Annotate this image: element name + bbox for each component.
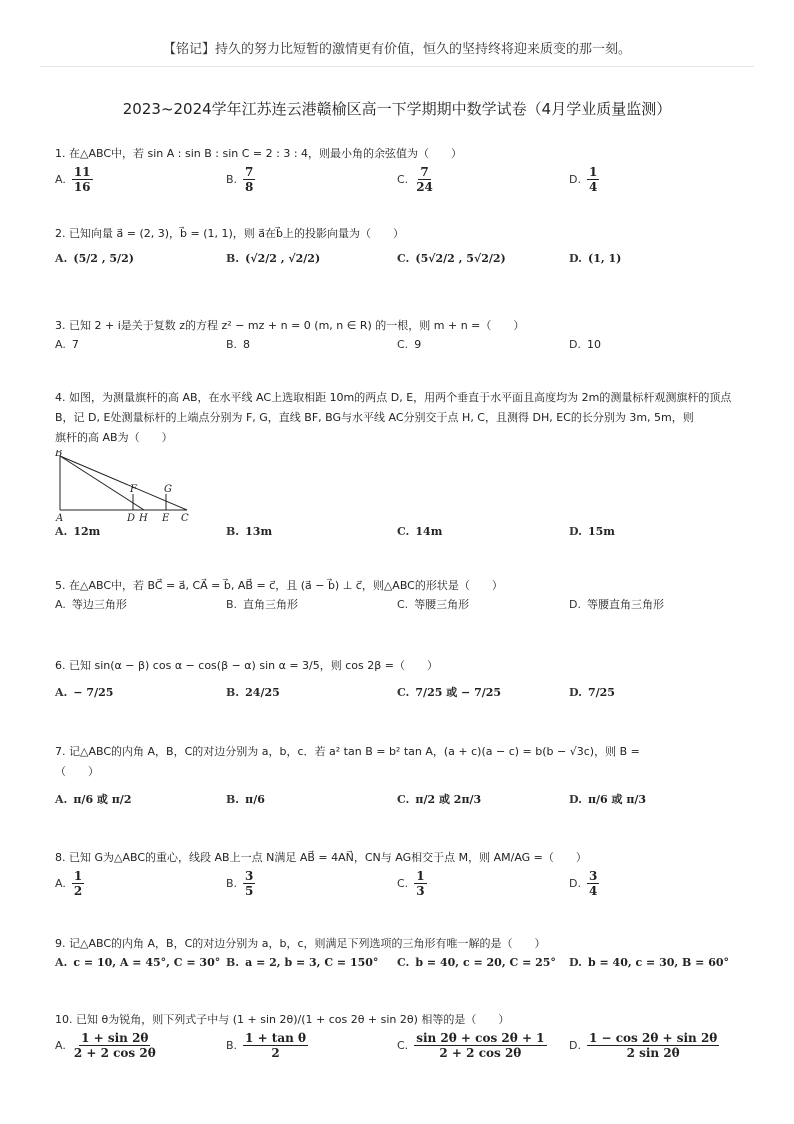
option-d[interactable]: D. (1, 1) [569,252,622,265]
question-9 [55,936,745,973]
option-d[interactable]: D. $\frac{3}{4}$ [569,869,598,898]
label-b: B [55,450,63,459]
question-2 [55,226,745,275]
label-g: G [164,484,172,495]
label-f: F [130,484,137,495]
option-b[interactable]: B. 8 [226,338,251,351]
options-row [55,869,745,899]
option-d[interactable]: D. 7/25 [569,686,615,699]
question-6 [55,658,745,707]
option-a[interactable]: A. c = 10, A = 45°, C = 30° [55,956,221,969]
options-row [55,1031,745,1061]
label-d: D [127,513,136,524]
question-stem: 5. 在△ABC中，若 BC⃗ = a⃗, CA⃗ = b⃗, AB⃗ = c⃗，且 (a⃗ − b⃗) ⊥ c⃗，则△ABC的形状是（ ） [55,579,503,592]
question-3 [55,318,745,355]
option-b[interactable]: B. a = 2, b = 3, C = 150° [226,956,379,969]
header-motto: 【铭记】持久的努力比短暂的激情更有价值，恒久的坚持终将迎来质变的那一刻。 [162,42,631,57]
header-divider [40,66,754,67]
option-a[interactable]: A. 12m [55,525,101,538]
label-a: A [56,513,64,524]
line-bh [60,456,144,510]
question-stem: 6. 已知 sin(α − β) cos α − cos(β − α) sin α = 3/5，则 cos 2β =（ ） [55,659,438,672]
options-row [55,165,745,195]
question-10 [55,1012,745,1061]
option-a[interactable]: A. (5/2 , 5/2) [55,252,134,265]
option-b[interactable]: B. 13m [226,525,273,538]
option-c[interactable]: C. π/2 或 2π/3 [397,793,482,806]
option-a[interactable]: A. − 7/25 [55,686,114,699]
option-b[interactable]: B. 直角三角形 [226,598,299,611]
question-stem: 4. 如图，为测量旗杆的高 AB，在水平线 AC上选取相距 10m的两点 D, E，用两个垂直于水平面且高度均为 2m的测量标杆观测旗杆的顶点 B，记 D, E处测量标杆的上端点分别为 F, G，直线 BF, BG与水平线 AC分别交于点 H, C，且测得 DH, EC的长分别为 3m, 5m，则 旗杆的高 AB为（ ） [55,391,732,444]
options-row [55,677,745,707]
question-7 [55,742,745,816]
option-c[interactable]: C. $\frac{1}{3}$ [397,869,425,898]
option-d[interactable]: D. 等腰直角三角形 [569,598,664,611]
options-row [55,786,745,816]
option-b[interactable]: B. 24/25 [226,686,280,699]
label-e: E [162,513,170,524]
question-4 [55,388,745,448]
question-stem: 8. 已知 G为△ABC的重心，线段 AB上一点 N满足 AB⃗ = 4AN⃗，CN与 AG相交于点 M，则 AM/AG =（ ） [55,851,587,864]
option-a[interactable]: A. $\frac{11}{16}$ [55,165,91,194]
option-d[interactable]: D. 10 [569,338,601,351]
option-d[interactable]: D. $\frac{1}{4}$ [569,165,598,194]
option-c[interactable]: C. 等腰三角形 [397,598,470,611]
question-stem: 3. 已知 2 + i是关于复数 z的方程 z² − mz + n = 0 (m, n ∈ R) 的一根，则 m + n =（ ） [55,319,525,332]
flagpole-figure [55,450,195,524]
option-b[interactable]: B. $\frac{7}{8}$ [226,165,254,194]
option-a[interactable]: A. $\frac{1 + \sin 2\theta}{2 + 2 \cos 2\theta}$ [55,1031,156,1060]
options-row [55,245,745,275]
question-stem: 10. 已知 θ为锐角，则下列式子中与 (1 + sin 2θ)/(1 + cos 2θ + sin 2θ) 相等的是（ ） [55,1013,510,1026]
option-a[interactable]: A. 7 [55,338,79,351]
option-d[interactable]: D. b = 40, c = 30, B = 60° [569,956,730,969]
label-c: C [181,513,189,524]
question-stem: 1. 在△ABC中，若 sin A : sin B : sin C = 2 : 3 : 4，则最小角的余弦值为（ ） [55,147,463,160]
option-a[interactable]: A. π/6 或 π/2 [55,793,132,806]
page-title: 2023~2024学年江苏连云港赣榆区高一下学期期中数学试卷（4月学业质量监测） [122,100,672,118]
option-b[interactable]: B. $\frac{\text{1 + tan θ}}{2}$ [226,1031,307,1060]
option-b[interactable]: B. π/6 [226,793,265,806]
option-c[interactable]: C. $\frac{7}{24}$ [397,165,433,194]
option-d[interactable]: D. $\frac{1 - \cos 2\theta + \sin 2\theta}{2 \sin 2\theta}$ [569,1031,718,1060]
options-row [55,597,745,615]
question-4-options [55,524,745,542]
line-bc [60,456,187,510]
option-a[interactable]: A. 等边三角形 [55,598,127,611]
options-row [55,524,745,542]
option-b[interactable]: B. $\frac{3}{5}$ [226,869,254,898]
option-c[interactable]: C. 14m [397,525,443,538]
option-d[interactable]: D. 15m [569,525,615,538]
options-row [55,955,745,973]
option-c[interactable]: C. b = 40, c = 20, C = 25° [397,956,556,969]
options-row [55,337,745,355]
question-stem: 2. 已知向量 a⃗ = (2, 3)，b⃗ = (1, 1)，则 a⃗在b⃗上的投影向量为（ ） [55,227,404,240]
option-d[interactable]: D. π/6 或 π/3 [569,793,647,806]
question-8 [55,850,745,899]
question-1 [55,146,745,195]
question-stem: 7. 记△ABC的内角 A，B，C的对边分别为 a，b，c．若 a² tan B = b² tan A，(a + c)(a − c) = b(b − √3c)，则 B = （ ） [55,745,640,778]
question-stem: 9. 记△ABC的内角 A，B，C的对边分别为 a，b，c，则满足下列选项的三角形有唯一解的是（ ） [55,937,546,950]
option-c[interactable]: C. $\frac{\sin 2\theta + \cos 2\theta + 1}{2 + 2 \cos 2\theta}$ [397,1031,545,1060]
question-5 [55,578,745,615]
option-c[interactable]: C. 7/25 或 − 7/25 [397,686,502,699]
option-c[interactable]: C. (5√2/2 , 5√2/2) [397,252,506,265]
label-h: H [139,513,148,524]
option-c[interactable]: C. 9 [397,338,422,351]
option-a[interactable]: A. $\frac{1}{2}$ [55,869,83,898]
option-b[interactable]: B. (√2/2 , √2/2) [226,252,321,265]
